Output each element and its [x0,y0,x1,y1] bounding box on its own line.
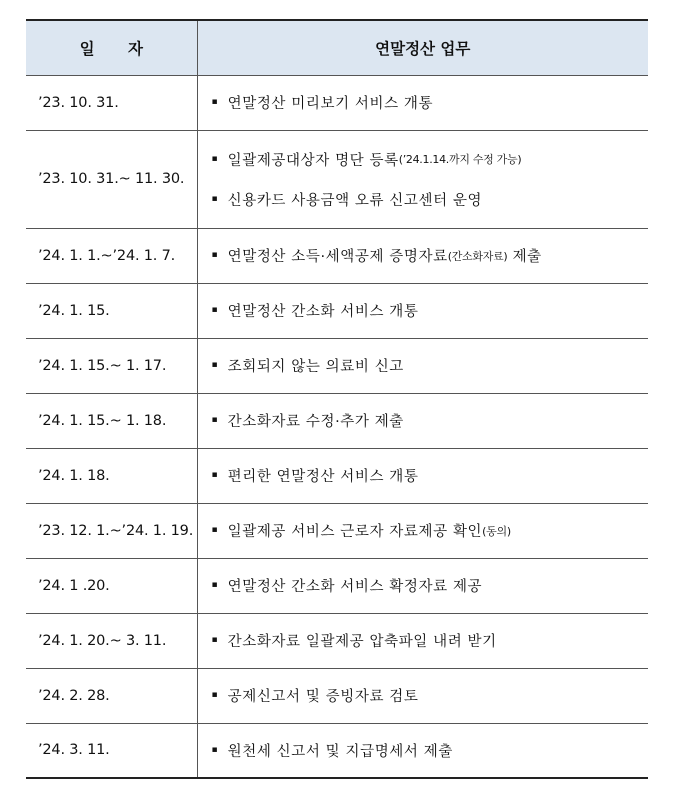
square-bullet-icon: ▪ [211,525,218,535]
schedule-task-cell [197,338,648,393]
square-bullet-icon: ▪ [211,635,218,645]
schedule-task-cell [197,283,648,338]
square-bullet-icon: ▪ [211,415,218,425]
table-row [26,668,648,723]
table-row [26,613,648,668]
task-item [212,630,649,651]
schedule-task-cell [197,228,648,283]
square-bullet-icon: ▪ [211,690,218,700]
table-row [26,448,648,503]
schedule-date: ’24. 1. 1.~’24. 1. 7. [26,228,197,283]
task-item [212,740,649,761]
schedule-task-cell [197,503,648,558]
task-text: 연말정산 미리보기 서비스 개통 [227,96,434,112]
schedule-date: ’24. 1. 18. [26,448,197,503]
task-item [212,149,649,170]
table-row [26,558,648,613]
schedule-task-cell [197,668,648,723]
table-row [26,228,648,283]
task-text: 조회되지 않는 의료비 신고 [227,359,404,375]
schedule-date: ’24. 1. 15.~ 1. 17. [26,338,197,393]
table-row [26,338,648,393]
square-bullet-icon: ▪ [211,305,218,315]
task-item [212,300,649,321]
schedule-task-cell [197,723,648,778]
task-column-header: 연말정산 업무 [197,20,648,75]
task-note: (간소화자료) [447,249,508,263]
task-text: 연말정산 간소화 서비스 확정자료 제공 [227,579,483,595]
table-row [26,723,648,778]
task-text: 공제신고서 및 증빙자료 검토 [227,689,419,705]
schedule-date: ’23. 10. 31. [26,75,197,130]
square-bullet-icon: ▪ [211,470,218,480]
task-item [212,520,649,541]
square-bullet-icon: ▪ [211,97,218,107]
date-column-header: 일 자 [26,20,197,75]
table-row [26,393,648,448]
task-item [212,92,649,113]
year-end-settlement-schedule-table [26,19,648,779]
schedule-date: ’23. 12. 1.~’24. 1. 19. [26,503,197,558]
task-item [212,189,649,210]
table-row [26,503,648,558]
task-item [212,410,649,431]
table-row [26,130,648,228]
table-row [26,75,648,130]
square-bullet-icon: ▪ [211,250,218,260]
schedule-date: ’23. 10. 31.~ 11. 30. [26,130,197,228]
task-text: 편리한 연말정산 서비스 개통 [227,469,419,485]
task-text: 간소화자료 수정·추가 제출 [227,414,404,430]
task-note: (’24.1.14.까지 수정 가능) [398,153,522,166]
task-text-tail: 제출 [507,249,542,265]
task-item [212,575,649,596]
task-item [212,355,649,376]
task-text: 원천세 신고서 및 지급명세서 제출 [227,743,453,760]
schedule-rows [26,75,648,778]
schedule-date: ’24. 2. 28. [26,668,197,723]
schedule-date: ’24. 1. 15. [26,283,197,338]
task-text: 연말정산 간소화 서비스 개통 [227,304,419,320]
schedule-date: ’24. 3. 11. [26,723,197,778]
schedule-task-cell [197,558,648,613]
square-bullet-icon: ▪ [211,153,218,164]
schedule-date: ’24. 1 .20. [26,558,197,613]
square-bullet-icon: ▪ [211,580,218,590]
schedule-task-cell [197,613,648,668]
square-bullet-icon: ▪ [211,360,218,370]
schedule-date: ’24. 1. 20.~ 3. 11. [26,613,197,668]
task-text: 연말정산 소득·세액공제 증명자료 [227,249,448,265]
square-bullet-icon: ▪ [211,744,218,755]
table-header-row [26,20,648,75]
schedule-date: ’24. 1. 15.~ 1. 18. [26,393,197,448]
task-item [212,465,649,486]
schedule-task-cell [197,130,648,228]
task-text: 신용카드 사용금액 오류 신고센터 운영 [227,192,483,209]
schedule-task-cell [197,393,648,448]
square-bullet-icon: ▪ [211,193,218,204]
task-item [212,245,649,266]
task-item [212,685,649,706]
schedule-task-cell [197,75,648,130]
task-text: 일괄제공대상자 명단 등록 [227,152,399,169]
task-text: 간소화자료 일괄제공 압축파일 내려 받기 [227,634,497,650]
task-text: 일괄제공 서비스 근로자 자료제공 확인 [227,524,483,540]
schedule-task-cell [197,448,648,503]
task-note: (동의) [482,524,511,538]
table-row [26,283,648,338]
